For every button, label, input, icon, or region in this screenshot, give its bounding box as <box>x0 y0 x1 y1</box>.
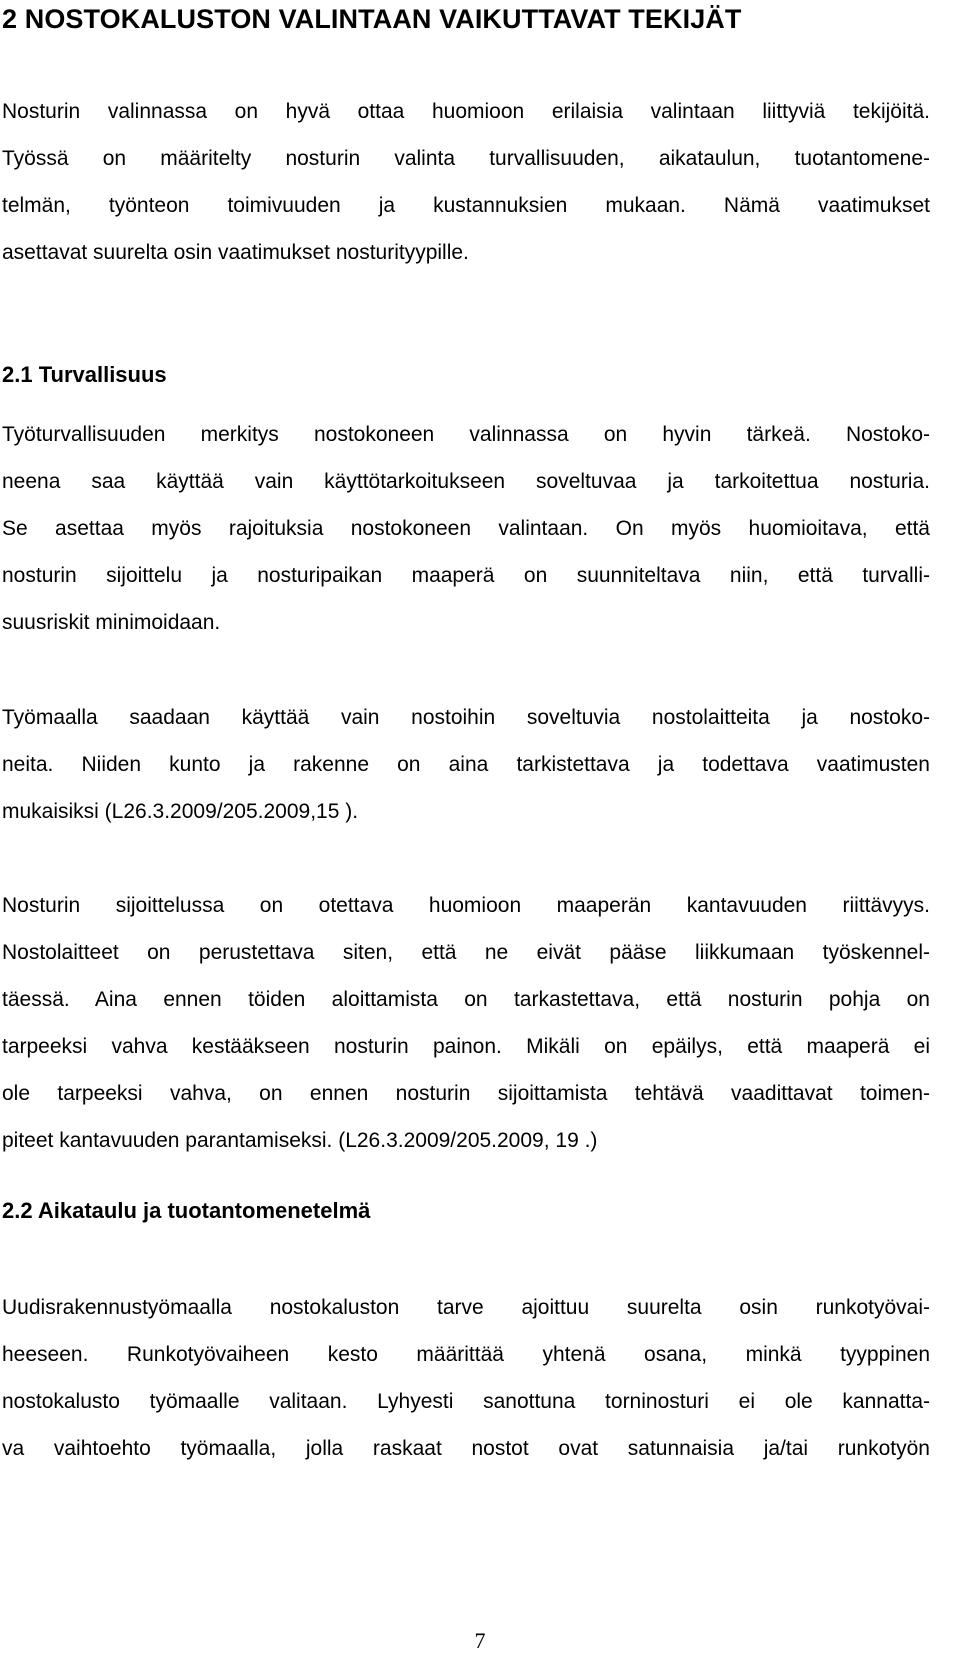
paragraph-line: neena saa käyttää vain käyttötarkoitukseen soveltuvaa ja tarkoitettua nosturia. <box>2 470 930 493</box>
chapter-heading: 2 NOSTOKALUSTON VALINTAAN VAIKUTTAVAT TEKIJÄT <box>2 4 742 34</box>
paragraph-line: tarpeeksi vahva kestääkseen nosturin painon. Mikäli on epäilys, että maaperä ei <box>2 1035 930 1058</box>
paragraph-line: täessä. Aina ennen töiden aloittamista on tarkastettava, että nosturin pohja on <box>2 988 930 1011</box>
paragraph-line: Työmaalla saadaan käyttää vain nostoihin soveltuvia nostolaitteita ja nostoko- <box>2 706 930 729</box>
paragraph-line: nosturin sijoittelu ja nosturipaikan maaperä on suunniteltava niin, että turvalli- <box>2 564 930 587</box>
paragraph-line: asettavat suurelta osin vaatimukset nosturityypille. <box>2 241 469 264</box>
paragraph-line: neita. Niiden kunto ja rakenne on aina tarkistettava ja todettava vaatimusten <box>2 753 930 776</box>
paragraph-line: heeseen. Runkotyövaiheen kesto määrittää yhtenä osana, minkä tyyppinen <box>2 1343 930 1366</box>
paragraph-line: Nosturin sijoittelussa on otettava huomioon maaperän kantavuuden riittävyys. <box>2 894 930 917</box>
paragraph-line: Nosturin valinnassa on hyvä ottaa huomioon erilaisia valintaan liittyviä tekijöitä. <box>2 100 930 123</box>
section-heading-turvallisuus: 2.1 Turvallisuus <box>2 362 167 387</box>
paragraph-line: Nostolaitteet on perustettava siten, että ne eivät pääse liikkumaan työskennel- <box>2 941 930 964</box>
paragraph-line: Työssä on määritelty nosturin valinta turvallisuuden, aikataulun, tuotantomene- <box>2 147 930 170</box>
paragraph-line: Uudisrakennustyömaalla nostokaluston tarve ajoittuu suurelta osin runkotyövai- <box>2 1296 930 1319</box>
intro-paragraph <box>2 88 930 276</box>
safety-paragraph-3 <box>2 882 930 1164</box>
safety-paragraph-2 <box>2 694 930 835</box>
paragraph-line: nostokalusto työmaalle valitaan. Lyhyesti sanottuna torninosturi ei ole kannatta- <box>2 1390 930 1413</box>
paragraph-line: Työturvallisuuden merkitys nostokoneen valinnassa on hyvin tärkeä. Nostoko- <box>2 423 930 446</box>
safety-paragraph-1 <box>2 411 930 646</box>
paragraph-line: piteet kantavuuden parantamiseksi. (L26.3.2009/205.2009, 19 .) <box>2 1129 598 1152</box>
paragraph-line: mukaisiksi (L26.3.2009/205.2009,15 ). <box>2 800 359 823</box>
section-heading-aikataulu: 2.2 Aikataulu ja tuotantomenetelmä <box>2 1198 371 1223</box>
paragraph-line: ole tarpeeksi vahva, on ennen nosturin sijoittamista tehtävä vaadittavat toimen- <box>2 1082 930 1105</box>
paragraph-line: suusriskit minimoidaan. <box>2 611 221 634</box>
paragraph-line: telmän, työnteon toimivuuden ja kustannuksien mukaan. Nämä vaatimukset <box>2 194 930 217</box>
paragraph-line: va vaihtoehto työmaalla, jolla raskaat nostot ovat satunnaisia ja/tai runkotyön <box>2 1437 930 1460</box>
paragraph-line: Se asettaa myös rajoituksia nostokoneen valintaan. On myös huomioitava, että <box>2 517 930 540</box>
schedule-paragraph-1 <box>2 1284 930 1472</box>
page-number: 7 <box>474 1628 486 1653</box>
